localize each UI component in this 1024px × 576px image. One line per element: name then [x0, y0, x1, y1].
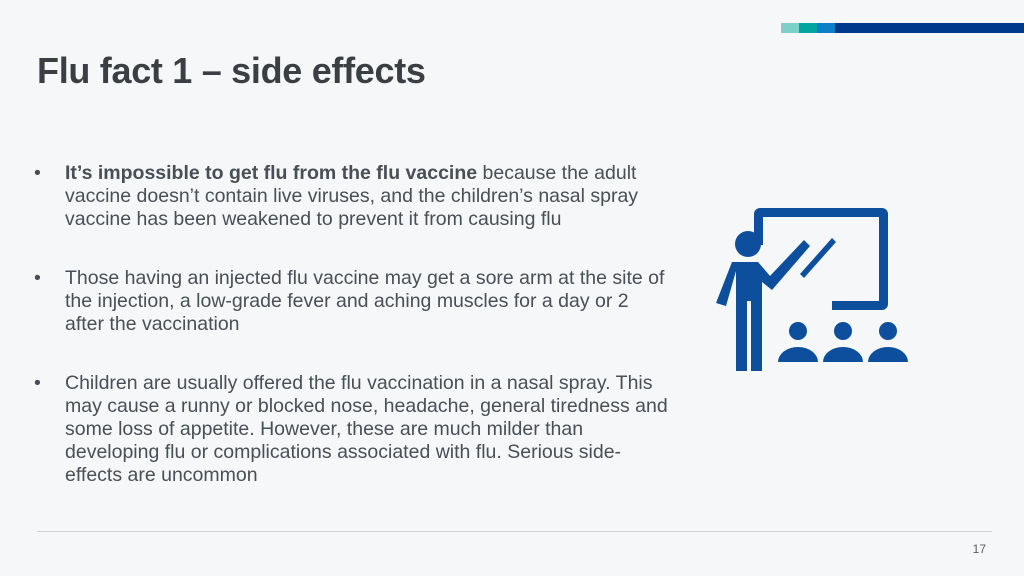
audience-head-icon	[879, 322, 897, 340]
bullet-item	[30, 267, 670, 336]
accent-bar	[781, 23, 1024, 33]
bullet-list	[30, 162, 670, 523]
bullet-text: Those having an injected flu vaccine may get a sore arm at the site of the injection, a low-grade fever and aching muscles for a day or 2 after the vaccination	[65, 267, 665, 335]
bullet-item	[30, 162, 670, 231]
accent-segment	[781, 23, 799, 33]
bullet-text: Children are usually offered the flu vaccination in a nasal spray. This may cause a runny or blocked nose, headache, general tiredness and some loss of appetite. However, these are much milder than developing flu or complications associated with flu. Serious side-effects are uncommon	[65, 372, 668, 486]
audience-body-icon	[778, 347, 818, 362]
slide-title: Flu fact 1 – side effects	[37, 50, 426, 91]
accent-segment	[835, 23, 1024, 33]
bullet-text: because the adult vaccine doesn’t contain live viruses, and the children’s nasal spray vaccine has been weakened to prevent it from causing flu	[65, 162, 639, 230]
board-icon	[754, 208, 888, 310]
teacher-head-icon	[735, 231, 761, 257]
audience-body-icon	[823, 347, 863, 362]
page-number: 17	[972, 542, 986, 556]
teacher-presenting-icon	[710, 200, 920, 380]
bullet-item	[30, 372, 670, 487]
bullet-bold-text: It’s impossible to get flu from the flu vaccine	[65, 162, 478, 184]
footer-divider	[37, 531, 992, 532]
audience-head-icon	[834, 322, 852, 340]
accent-segment	[817, 23, 835, 33]
audience-head-icon	[789, 322, 807, 340]
accent-segment	[799, 23, 817, 33]
audience-body-icon	[868, 347, 908, 362]
